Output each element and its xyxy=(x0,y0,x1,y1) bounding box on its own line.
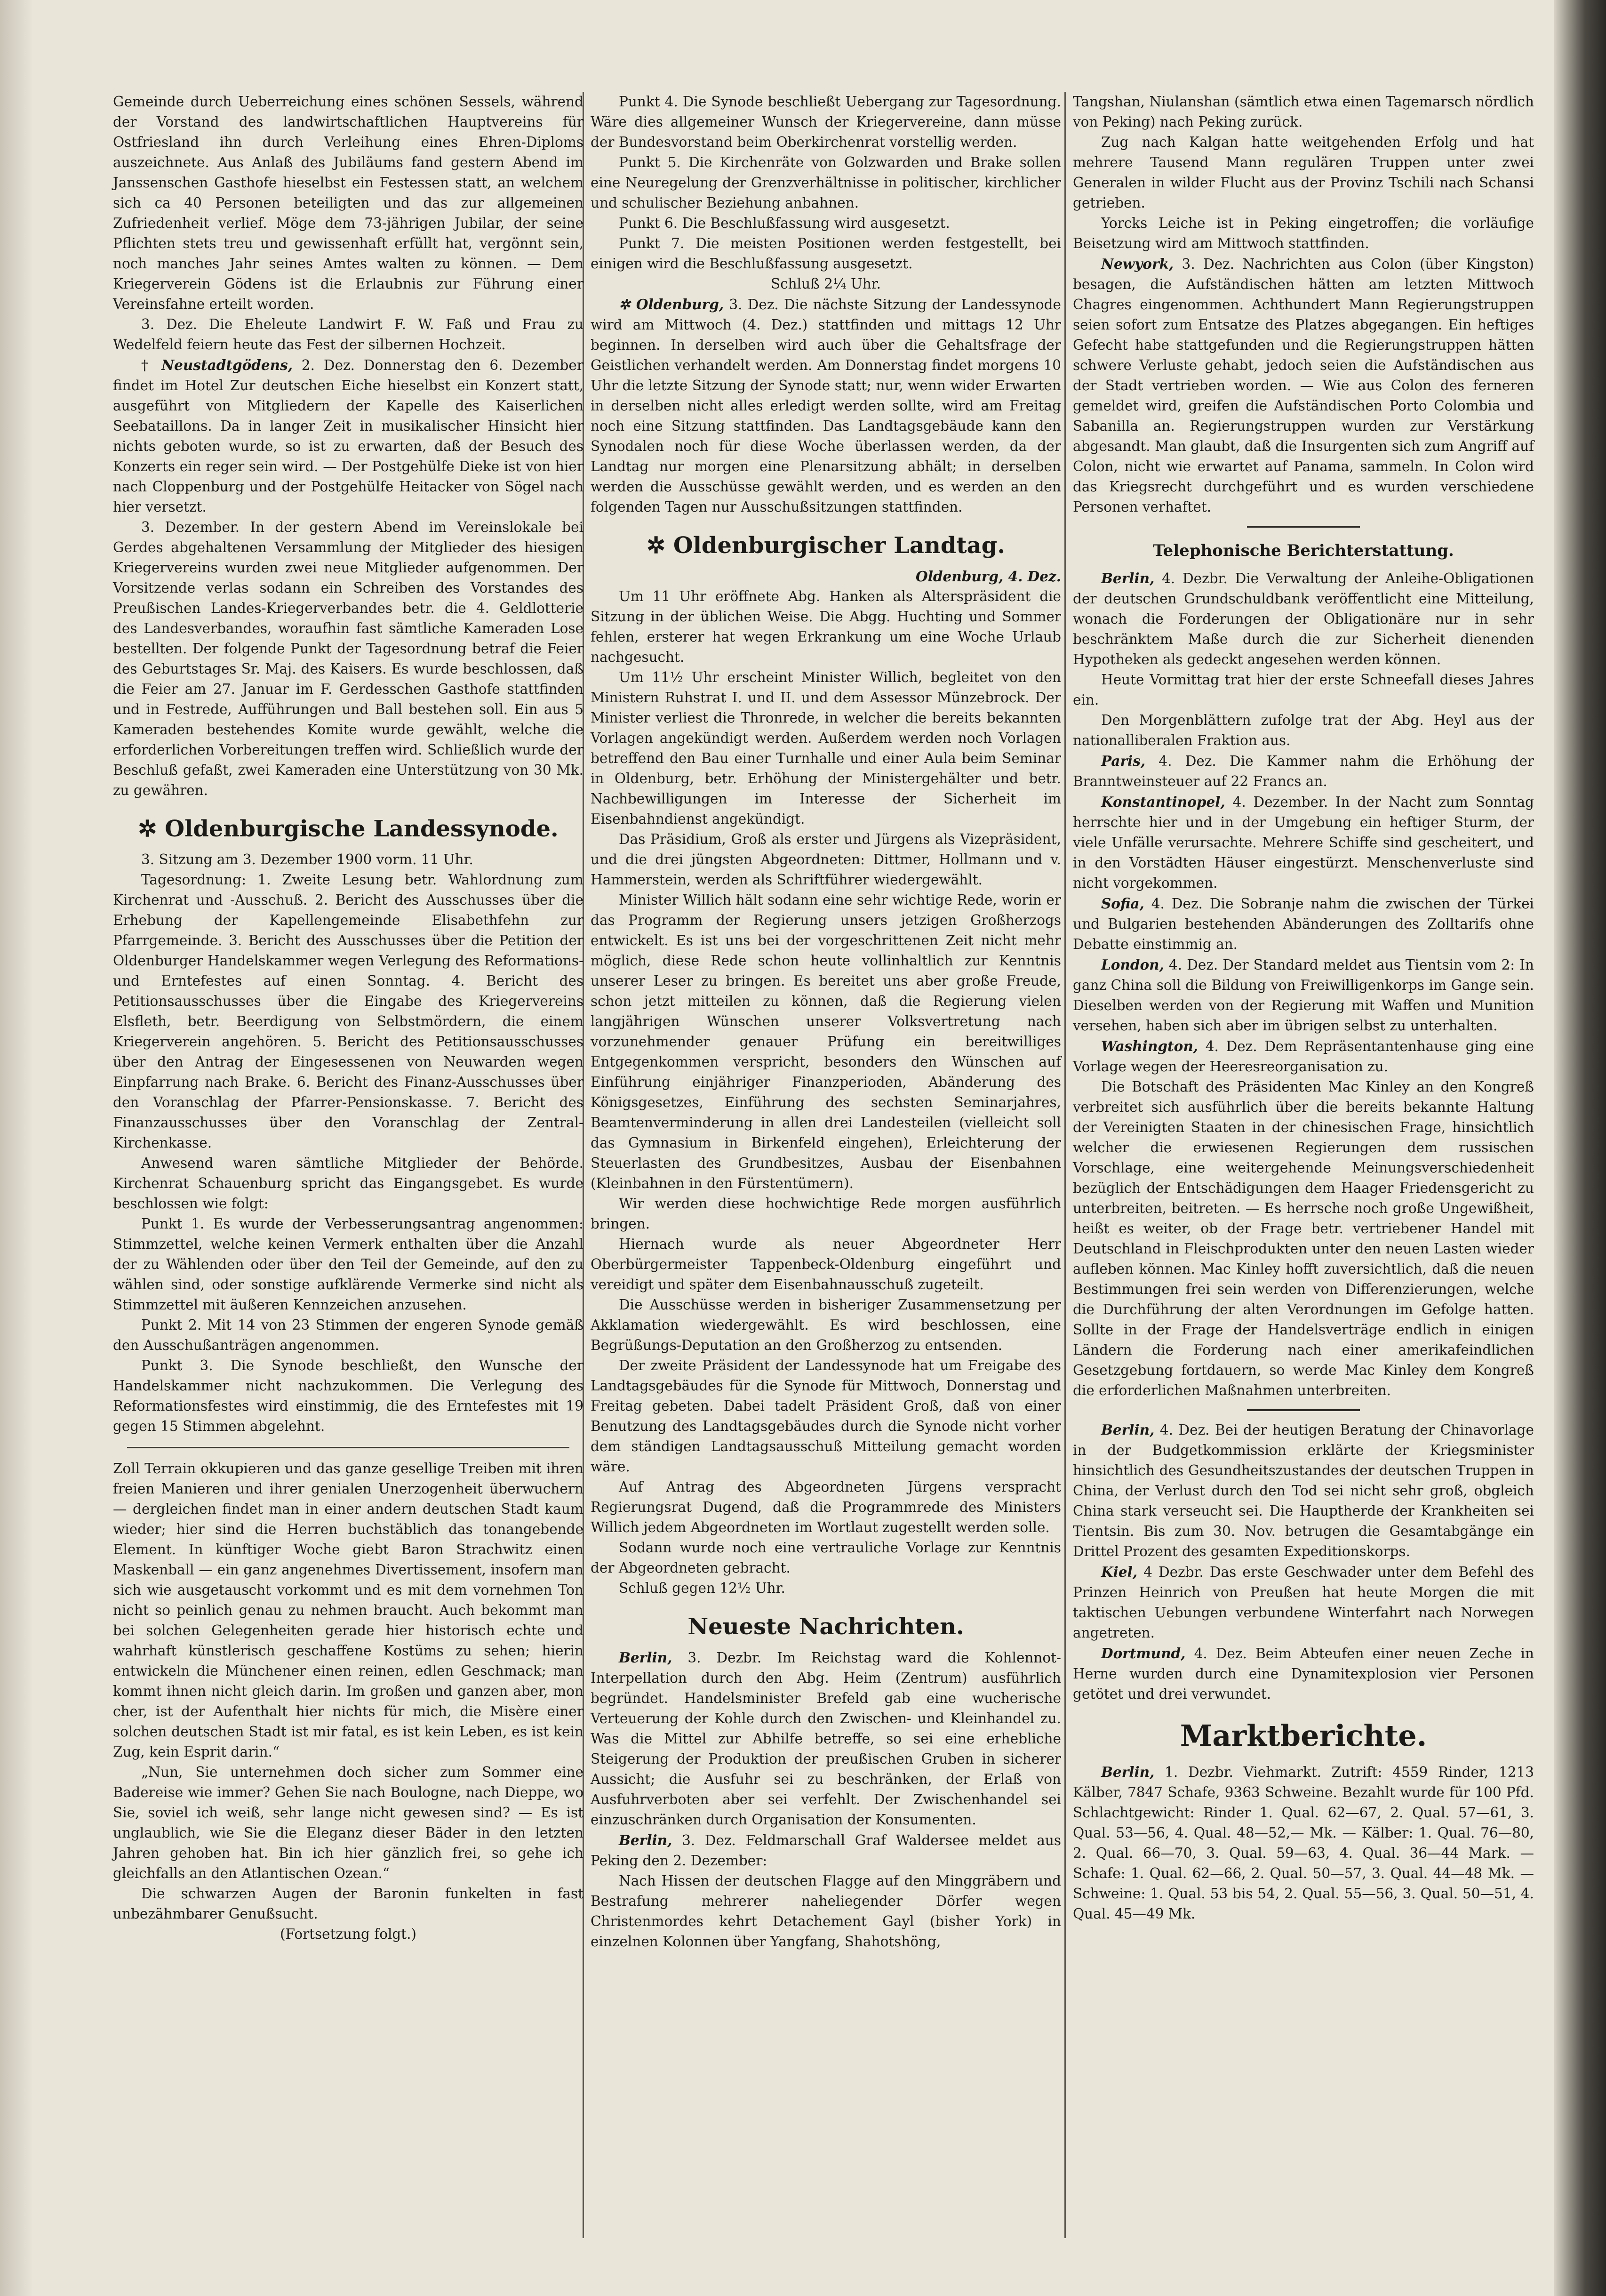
article-paragraph xyxy=(1073,254,1534,517)
section-divider xyxy=(1247,526,1360,528)
article-paragraph: Anwesend waren sämtliche Mitglieder der Behörde. Kirchenrat Schauenburg spricht das Eingangsgebet. Es wurde beschlossen wie folgt: xyxy=(113,1155,583,1212)
dateline-place: Kiel, xyxy=(1101,1564,1138,1580)
article-paragraph xyxy=(591,1830,1061,1871)
dateline-place: Konstantinopel, xyxy=(1101,794,1225,810)
section-heading-markt: Marktberichte. xyxy=(1180,1718,1427,1753)
article-paragraph xyxy=(1073,1562,1534,1643)
article-paragraph: Punkt 3. Die Synode beschließt, den Wunsche der Handelskammer nicht nachzukommen. Die Verlegung des Reformationsfestes wird einstimmig, die des Erntefestes mit 19 gegen 15 Stimmen abgelehnt. xyxy=(113,1357,583,1434)
article-paragraph xyxy=(1073,1643,1534,1704)
article-text: 4. Dez. Bei der heutigen Beratung der Chinavorlage in der Budgetkommission erklärte der Kriegsminister hinsichtlich des Gesundheitszustandes der deutschen Truppen in China, der Verlust durch den Tod sei nicht sehr groß, obgleich China stark verseucht sei. Die Hauptherde der Krankheiten sei Tientsin. Bis zum 30. Nov. betrugen die Gesamtabgänge ein Drittel Prozent des gesamten Expeditionskorps. xyxy=(1073,1422,1534,1559)
article-text: 4 Dezbr. Das erste Geschwader unter dem Befehl des Prinzen Heinrich von Preußen hat heute Morgen die mit taktischen Uebungen verbundene Winterfahrt nach Norwegen angetreten. xyxy=(1073,1564,1534,1641)
article-paragraph: Gemeinde durch Ueberreichung eines schönen Sessels, während der Vorstand des landwirtschaftlichen Hauptvereins für Ostfriesland ihn durch Verleihung eines Ehren-Diploms auszeichnete. Aus Anlaß des Jubiläums fand gestern Abend im Janssenschen Gasthofe hieselbst ein Festessen statt, an welchem sich ca 40 Personen beteiligten und das zur allgemeinen Zufriedenheit verlief. Möge dem 73-jährigen Jubilar, der seine Pflichten stets treu und gewissenhaft erfüllt hat, vergönnt sein, noch manches Jahr seines Amtes walten zu können. — Dem Kriegerverein Gödens ist die Erlaubnis zur Führung einer Vereinsfahne erteilt worden. xyxy=(113,94,583,312)
article-paragraph: Minister Willich hält sodann eine sehr wichtige Rede, worin er das Programm der Regierung unsers jetzigen Großherzogs entwickelt. Es ist uns bei der vorgeschrittenen Zeit nicht mehr möglich, diese Rede schon heute vollinhaltlich zur Kenntnis unserer Leser zu bringen. Es bereitet uns aber große Freude, schon jetzt mitteilen zu können, daß die Regierung vielen langjährigen Wünschen unserer Volksvertretung nach vorzunehmender genauer Prüfung ein bereitwilliges Entgegenkommen verspricht, besonders den Wünschen auf Einführung einjähriger Finanzperioden, Abänderung des Königsgesetzes, Einführung des sechsten Seminarjahres, Beamtenverminderung in allen drei Landesteilen (vielleicht soll das Gymnasium in Birkenfeld eingehen), Erleichterung der Steuerlasten des Grundbesitzes, Ausbau der Eisenbahnen (Kleinbahnen in den Fürstentümern). xyxy=(591,892,1061,1191)
article-paragraph: Zug nach Kalgan hatte weitgehenden Erfolg und hat mehrere Tausend Mann regulären Truppen unter zwei Generalen in wilder Flucht aus der Provinz Tschili nach Schansi getrieben. xyxy=(1073,134,1534,211)
dateline-place: Neustadtgödens, xyxy=(161,357,293,373)
column-right xyxy=(1073,92,1534,1924)
section-heading-synode: ✲ Oldenburgische Landessynode. xyxy=(138,816,559,842)
article-paragraph: Heute Vormittag trat hier der erste Schneefall dieses Jahres ein. xyxy=(1073,672,1534,708)
column-middle xyxy=(591,92,1061,1952)
feuilleton-paragraph: Zoll Terrain okkupieren und das ganze gesellige Treiben mit ihren freien Manieren und ihrer genialen Unerzogenheit überwuchern — dergleichen findet man in einer andern deutschen Stadt kaum wieder; hier sind die Herren buchstäblich das tonangebende Element. In künftiger Woche giebt Baron Strachwitz einen Maskenball — ein ganz angenehmes Divertissement, insofern man sich wie ausgetauscht vorkommt und es mit dem vornehmen Ton nicht so peinlich genau zu nehmen braucht. Auch bekommt man bei solchen Gelegenheiten gerade hier historisch echte und wahrhaft künstlerisch geschaffene Kostüms zu sehen; hierin entwickeln die Münchener einen reinen, edlen Geschmack; man kommt ihnen nicht gleich darin. Im großen und ganzen aber, mon cher, ist der Aufenthalt hier nichts für mich, die Misère einer solchen deutschen Stadt ist mir fatal, es ist kein Leben, es ist kein Zug, kein Esprit darin.“ xyxy=(113,1461,583,1760)
article-text: 4. Dez. Die Kammer nahm die Erhöhung der Branntweinsteuer auf 22 Francs an. xyxy=(1073,753,1534,789)
article-paragraph: Um 11½ Uhr erscheint Minister Willich, begleitet von den Ministern Ruhstrat I. und II. und dem Assessor Münzebrock. Der Minister verliest die Thronrede, in welcher die bereits bekannten Vorlagen angekündigt werden. Außerdem werden noch Vorlagen betreffend den Bau einer Turnhalle und einer Aula beim Seminar in Oldenburg, betr. Erhöhung der Ministergehälter und betr. Nachbewilligungen im Interesse der Sicherheit im Eisenbahndienst angekündigt. xyxy=(591,669,1061,827)
article-paragraph: † Neustadtgödens, 2. Dez. Donnerstag den 6. Dezember findet im Hotel Zur deutschen Eiche hieselbst ein Konzert statt, ausgeführt von Mitgliedern der Kapelle des Kaiserlichen Seebataillons. Da in langer Zeit in musikalischer Hinsicht hier nichts geboten wurde, so ist zu erwarten, daß der Besuch des Konzerts ein reger sein wird. — Der Postgehülfe Dieke ist von hier nach Cloppenburg und der Postgehülfe Heitacker von Sögel nach hier versetzt. xyxy=(113,357,583,515)
column-rule-2 xyxy=(1064,92,1066,2238)
article-paragraph: Tagesordnung: 1. Zweite Lesung betr. Wahlordnung zum Kirchenrat und -Ausschuß. 2. Bericht des Ausschusses über die Erhebung der Kapellengemeinde Elisabethfehn zur Pfarrgemeinde. 3. Bericht des Ausschusses über die Petition der Oldenburger Handelskammer wegen Verlegung des Reformations- und Erntefestes auf einen Sonntag. 4. Bericht des Petitionsausschusses über die Eingabe des Kriegervereins Elsfleth, betr. Beerdigung von Selbstmördern, die einem Kriegerverein angehören. 5. Bericht des Petitionsausschusses über den Antrag der Eingesessenen von Neuwarden wegen Einpfarrung nach Brake. 6. Bericht des Finanz-Ausschusses über den Voranschlag der Pfarrer-Pensionskasse. 7. Bericht des Finanzausschusses über den Voranschlag der Zentral-Kirchenkasse. xyxy=(113,872,583,1151)
dateline-place: Berlin, xyxy=(1101,1421,1155,1438)
feuilleton-paragraph: „Nun, Sie unternehmen doch sicher zum Sommer eine Badereise wie immer? Gehen Sie nach Boulogne, nach Dieppe, wo Sie, soviel ich weiß, sehr lange nicht gewesen sind? — Es ist unglaublich, wie Sie die Eleganz dieser Bäder in den letzten Jahren gehoben hat. Bin ich hier gänzlich frei, so gehe ich gleichfalls an den Atlantischen Ozean.“ xyxy=(113,1764,583,1881)
article-paragraph: Punkt 7. Die meisten Positionen werden festgestellt, bei einigen wird die Beschlußfassung ausgesetzt. xyxy=(591,235,1061,272)
article-paragraph: Die Botschaft des Präsidenten Mac Kinley an den Kongreß verbreitet sich ausführlich über die bereits bekannte Haltung der Vereinigten Staaten in der chinesischen Frage, hinsichtlich welcher die erwiesenen Regierungen dem russischen Vorschlage, eine weitergehende Meinungsverschiedenheit bezüglich der Entschädigungen dem Haager Friedensgericht zu unterbreiten, beitreten. — Es herrsche noch große Ungewißheit, heißt es weiter, ob der Frage betr. vertriebener Handel mit Deutschland in Fleischprodukten unter den neuen Lasten wieder aufleben können. Mac Kinley hofft zuversichtlich, daß die neuen Bestimmungen frei sein werden von Differenzierungen, welche die Durchführung der alten Verordnungen im Gefolge hatten. Sollte in der Frage der Handelsverträge endlich in einigen Ländern die Forderung nach einer amerikafeindlichen Gesetzgebung fortdauern, so werde Mac Kinley dem Kongreß die erforderlichen Maßnahmen unterbreiten. xyxy=(1073,1079,1534,1398)
article-paragraph: 3. Dezember. In der gestern Abend im Vereinslokale bei Gerdes abgehaltenen Versammlung der Mitglieder des hiesigen Kriegervereins wurden zwei neue Mitglieder aufgenommen. Der Vorsitzende verlas sodann ein Schreiben des Vorstandes des Preußischen Landes-Kriegerverbandes betr. die 4. Geldlotterie des Landesverbandes, woraufhin fast sämtliche Kameraden Lose bestellten. Der folgende Punkt der Tagesordnung betraf die Feier des Geburtstages Sr. Maj. des Kaisers. Es wurde beschlossen, daß die Feier am 27. Januar im F. Gerdesschen Gasthofe stattfinden und in Festrede, Aufführungen und Ball bestehen soll. Ein aus 5 Kameraden bestehendes Komite wurde gewählt, welche die erforderlichen Vorbereitungen treffen wird. Schließlich wurde der Beschluß gefaßt, zwei Kameraden eine Unterstützung von 30 Mk. zu gewähren. xyxy=(113,519,583,798)
article-paragraph xyxy=(1073,751,1534,792)
article-paragraph: Punkt 5. Die Kirchenräte von Golzwarden und Brake sollen eine Neuregelung der Grenzverhältnisse in politischer, kirchlicher und schulischer Beziehung anbahnen. xyxy=(591,154,1061,211)
dateline-place: Paris, xyxy=(1101,753,1146,769)
article-paragraph: Punkt 1. Es wurde der Verbesserungsantrag angenommen: Stimmzettel, welche keinen Vermerk enthalten über die Anzahl der zu Wählenden oder über den Teil der Gemeinde, auf den zu wählen sind, oder sonstige aufklärende Vermerke sind nicht als Stimmzettel mit äußeren Kennzeichen anzusehen. xyxy=(113,1216,583,1313)
dateline-place: Dortmund, xyxy=(1101,1645,1186,1662)
continuation-note: (Fortsetzung folgt.) xyxy=(280,1926,417,1942)
dateline-place: Newyork, xyxy=(1101,256,1174,272)
dateline-place: Berlin, xyxy=(1101,1764,1155,1780)
article-paragraph xyxy=(591,294,1061,517)
article-text: 3. Dez. Nachrichten aus Colon (über Kingston) besagen, die Aufständischen hätten am letzten Mittwoch Chagres eingenommen. Achthundert Mann Regierungstruppen seien sofort zum Entsatze des Platzes abgegangen. Ein heftiges Gefecht habe stattgefunden und die Regierungstruppen hätten schwere Verluste gehabt, jedoch seien die Aufständischen aus der Stadt vertrieben worden. — Wie aus Colon des ferneren gemeldet wird, greifen die Aufständischen Porto Colombia und Sabanilla an. Regierungstruppen wurden zur Verstärkung abgesandt. Man glaubt, daß die Insurgenten sich zum Angriff auf Colon, nicht wie erwartet auf Panama, sammeln. In Colon wird das Kriegsrecht durchgeführt und es wurden verschiedene Personen verhaftet. xyxy=(1073,256,1534,515)
article-text: 3. Dezbr. Im Reichstag ward die Kohlennot-Interpellation durch den Abg. Heim (Zentrum) ausführlich begründet. Handelsminister Brefeld gab eine wucherische Verteuerung der Kohle durch den Zwischen- und Kleinhandel zu. Was die Mittel zur Abhilfe betreffe, so sei eine erhebliche Steigerung der Produktion der preußischen Gruben in sicherer Aussicht; die Ausfuhr sei zu beschränken, der Erlaß von Ausfuhrverboten aber sei verfehlt. Der Zwischenhandel sei einzuschränken durch Organisation der Konsumenten. xyxy=(591,1650,1061,1828)
session-close: Schluß 2¼ Uhr. xyxy=(770,276,881,292)
section-heading-landtag: ✲ Oldenburgischer Landtag. xyxy=(646,532,1006,559)
page-left-edge xyxy=(0,0,33,2296)
column-left xyxy=(113,92,583,1944)
article-paragraph: Punkt 2. Mit 14 von 23 Stimmen der engeren Synode gemäß den Ausschußanträgen angenommen. xyxy=(113,1317,583,1353)
article-text: 4. Dez. Die Sobranje nahm die zwischen der Türkei und Bulgarien bestehenden Abänderungen des Zolltarifs ohne Debatte einstimmig an. xyxy=(1073,896,1534,952)
article-text: 4. Dezbr. Die Verwaltung der Anleihe-Obligationen der deutschen Grundschuldbank veröffentlicht eine Mitteilung, wonach die Forderungen der Obligationäre nur in sehr beschränktem Maße durch die zur Sicherheit dienenden Hypotheken als gedeckt angesehen werden können. xyxy=(1073,570,1534,667)
book-spine-shadow xyxy=(1554,0,1606,2296)
article-paragraph: Tangshan, Niulanshan (sämtlich etwa einen Tagemarsch nördlich von Peking) nach Peking zurück. xyxy=(1073,94,1534,130)
dateline-place: Berlin, xyxy=(1101,570,1155,586)
article-paragraph xyxy=(1073,1762,1534,1924)
article-paragraph: Sodann wurde noch eine vertrauliche Vorlage zur Kenntnis der Abgeordneten gebracht. xyxy=(591,1540,1061,1576)
section-heading-neueste: Neueste Nachrichten. xyxy=(687,1614,964,1640)
article-text: 4. Dez. Der Standard meldet aus Tientsin vom 2: In ganz China soll die Bildung von Freiwilligenkorps im Gange sein. Dieselben werden von der Regierung mit Waffen und Munition versehen, haben sich aber im übrigen selbst zu unterhalten. xyxy=(1073,957,1534,1034)
section-divider xyxy=(1247,1409,1360,1411)
article-text: 4. Dez. Beim Abteufen einer neuen Zeche in Herne wurden durch eine Dynamitexplosion vier Personen getötet und drei verwundet. xyxy=(1073,1646,1534,1702)
article-paragraph xyxy=(1073,955,1534,1036)
section-heading-telephon: Telephonische Berichterstattung. xyxy=(1153,541,1454,560)
article-paragraph xyxy=(1073,1036,1534,1077)
article-paragraph: Yorcks Leiche ist in Peking eingetroffen; die vorläufige Beisetzung wird am Mittwoch stattfinden. xyxy=(1073,215,1534,251)
article-paragraph: Den Morgenblättern zufolge trat der Abg. Heyl aus der nationalliberalen Fraktion aus. xyxy=(1073,712,1534,748)
session-close: Schluß gegen 12½ Uhr. xyxy=(619,1580,785,1596)
dateline-place: Sofia, xyxy=(1101,895,1144,912)
dateline: Oldenburg, 4. Dez. xyxy=(916,568,1061,585)
feuilleton-divider xyxy=(127,1447,569,1448)
article-text: 4. Dezember. In der Nacht zum Sonntag herrschte hier und in der Umgebung ein heftiger Sturm, der viele Unfälle verursachte. Mehrere Schiffe sind gescheitert, und in den Vorstädten Häuser eingestürzt. Menschenverluste sind nicht vorgekommen. xyxy=(1073,794,1534,891)
article-paragraph xyxy=(1073,893,1534,955)
article-paragraph: 3. Sitzung am 3. Dezember 1900 vorm. 11 Uhr. xyxy=(141,851,473,867)
article-paragraph: Das Präsidium, Groß als erster und Jürgens als Vizepräsident, und die drei jüngsten Abgeordneten: Dittmer, Hollmann und v. Hammerstein, werden als Schriftführer wiedergewählt. xyxy=(591,831,1061,888)
article-paragraph xyxy=(1073,792,1534,893)
article-text: 3. Dez. Die nächste Sitzung der Landessynode wird am Mittwoch (4. Dez.) stattfinden und mittags 12 Uhr beginnen. In derselben wird auch über die Gehaltsfrage der Geistlichen verhandelt werden. Am Donnerstag findet morgens 10 Uhr die letzte Sitzung der Synode statt; nur, wenn wider Erwarten in derselben nicht alles erledigt werden sollte, wird am Freitag noch eine Sitzung stattfinden. Das Landtagsgebäude kann den Synodalen noch für diese Woche überlassen werden, da der Landtag nur morgen eine Plenarsitzung abhält; in derselben werden die Ausschüsse gewählt werden, und es werden an den folgenden Tagen nur Ausschußsitzungen stattfinden. xyxy=(591,297,1062,515)
dateline-place: ✲ Oldenburg, xyxy=(619,296,724,313)
article-paragraph xyxy=(1073,568,1534,670)
article-text: 3. Dez. Feldmarschall Graf Waldersee meldet aus Peking den 2. Dezember: xyxy=(591,1832,1061,1869)
article-paragraph: Punkt 4. Die Synode beschließt Uebergang zur Tagesordnung. Wäre dies allgemeiner Wunsch der Kriegervereine, dann müsse der Bundesvorstand beim Oberkirchenrat vorstellig werden. xyxy=(591,94,1061,150)
article-paragraph xyxy=(1073,1420,1534,1562)
article-text: 1. Dezbr. Viehmarkt. Zutrift: 4559 Rinder, 1213 Kälber, 7847 Schafe, 9363 Schweine. Bezahlt wurde für 100 Pfd. Schlachtgewicht: Rinder 1. Qual. 62—67, 2. Qual. 57—61, 3. Qual. 53—56, 4. Qual. 48—52,— Mk. — Kälber: 1. Qual. 76—80, 2. Qual. 66—70, 3. Qual. 59—63, 4. Qual. 36—44 Mark. — Schafe: 1. Qual. 62—66, 2. Qual. 50—57, 3. Qual. 44—48 Mk. — Schweine: 1. Qual. 53 bis 54, 2. Qual. 55—56, 3. Qual. 50—51, 4. Qual. 45—49 Mk. xyxy=(1073,1764,1534,1922)
dateline-place: London, xyxy=(1101,956,1164,973)
dateline-place: Berlin, xyxy=(619,1649,672,1666)
dateline-place: Berlin, xyxy=(619,1832,672,1848)
article-paragraph: Nach Hissen der deutschen Flagge auf den Minggräbern und Bestrafung mehrerer naheliegender Dörfer wegen Christenmordes kehrt Detachement Gayl (bisher York) in einzelnen Kolonnen über Yangfang, Shahotshöng, xyxy=(591,1873,1061,1950)
article-paragraph: Hiernach wurde als neuer Abgeordneter Herr Oberbürgermeister Tappenbeck-Oldenburg eingeführt und vereidigt und später dem Eisenbahnausschuß zugeteilt. xyxy=(591,1236,1061,1293)
article-paragraph: Der zweite Präsident der Landessynode hat um Freigabe des Landtagsgebäudes für die Synode für Mittwoch, Donnerstag und Freitag gebeten. Dabei tadelt Präsident Groß, daß von einer Benutzung des Landtagsgebäudes durch die Synode nicht vorher dem ständigen Landtagsausschuß Mitteilung gemacht worden wäre. xyxy=(591,1357,1061,1475)
article-paragraph: Die Ausschüsse werden in bisheriger Zusammensetzung per Akklamation wiedergewählt. Es wird beschlossen, eine Begrüßungs-Deputation an den Großherzog zu entsenden. xyxy=(591,1297,1061,1353)
article-paragraph: Wir werden diese hochwichtige Rede morgen ausführlich bringen. xyxy=(591,1196,1061,1232)
article-paragraph: Auf Antrag des Abgeordneten Jürgens verspracht Regierungsrat Dugend, daß die Programmrede des Ministers Willich jedem Abgeordneten im Wortlaut zugestellt werden solle. xyxy=(591,1479,1061,1535)
dateline-place: Washington, xyxy=(1101,1038,1199,1054)
article-text: 2. Dez. Donnerstag den 6. Dezember findet im Hotel Zur deutschen Eiche hieselbst ein Konzert statt, ausgeführt von Mitgliedern der Kapelle des Kaiserlichen Seebataillons. Da in langer Zeit in musikalischer Hinsicht hier nichts geboten wurde, so ist zu erwarten, daß der Besuch des Konzerts ein reger sein wird. — Der Postgehülfe Dieke ist von hier nach Cloppenburg und der Postgehülfe Heitacker von Sögel nach hier versetzt. xyxy=(113,357,583,515)
article-paragraph: 3. Dez. Die Eheleute Landwirt F. W. Faß und Frau zu Wedelfeld feiern heute das Fest der silbernen Hochzeit. xyxy=(113,316,583,353)
article-paragraph: Um 11 Uhr eröffnete Abg. Hanken als Alterspräsident die Sitzung in der üblichen Weise. Die Abgg. Huchting und Sommer fehlen, ersterer hat wegen Erkrankung um eine Woche Urlaub nachgesucht. xyxy=(591,588,1061,665)
article-text: 4. Dez. Dem Repräsentantenhause ging eine Vorlage wegen der Heeresreorganisation zu. xyxy=(1073,1038,1534,1075)
article-paragraph xyxy=(591,1647,1061,1830)
article-paragraph: Punkt 6. Die Beschlußfassung wird ausgesetzt. xyxy=(619,215,950,231)
feuilleton-paragraph: Die schwarzen Augen der Baronin funkelten in fast unbezähmbarer Genußsucht. xyxy=(113,1886,583,1922)
